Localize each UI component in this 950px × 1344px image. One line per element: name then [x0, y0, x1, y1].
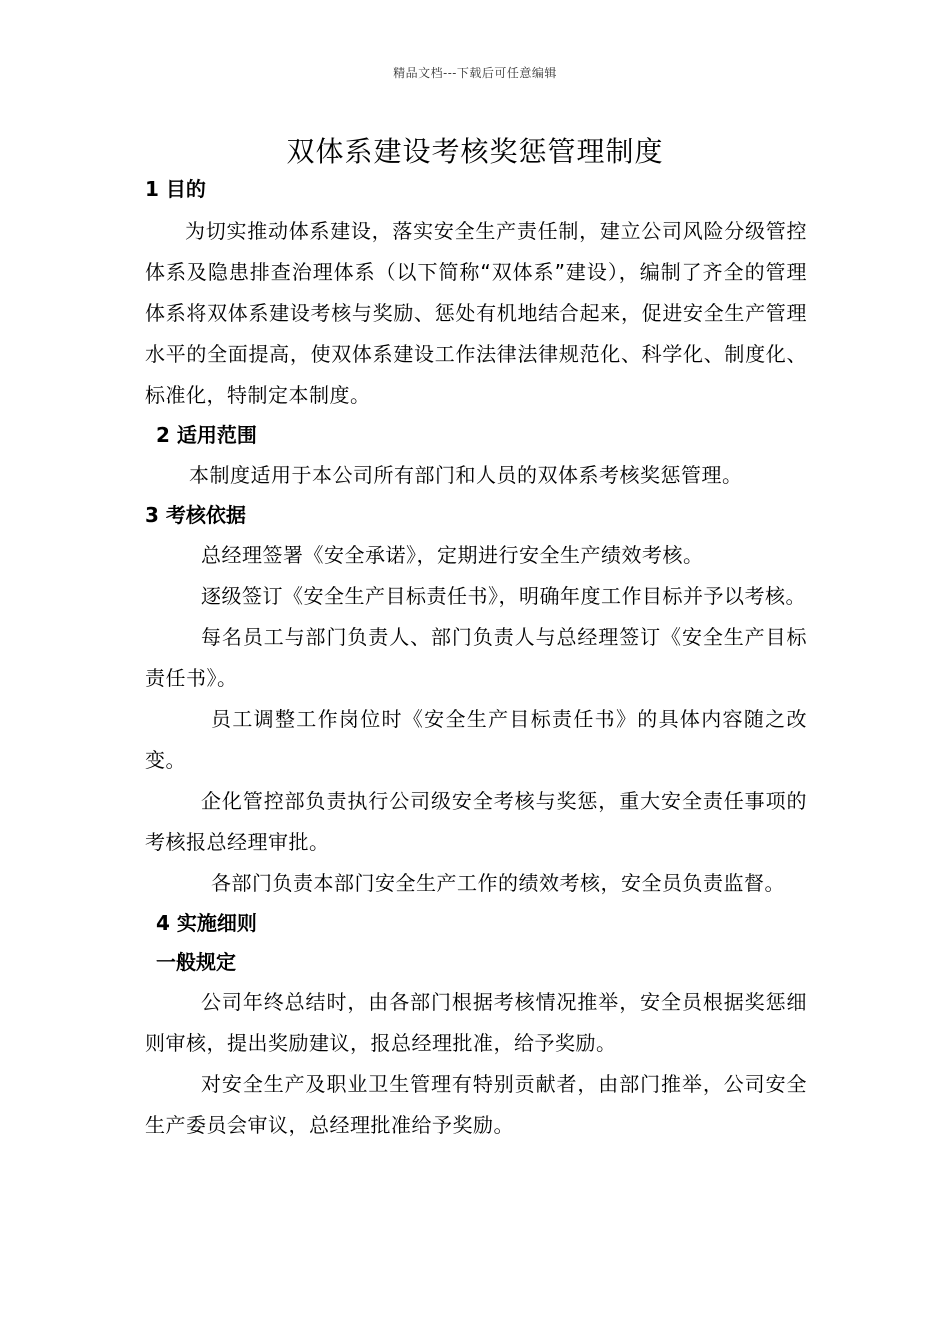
section-3-heading: 3 考核依据 — [145, 503, 246, 527]
section-3-paragraph-3: 每名员工与部门负责人、部门负责人与总经理签订《安全生产目标责任书》。 — [145, 625, 807, 690]
document-title: 双体系建设考核奖惩管理制度 — [286, 135, 664, 168]
section-2-paragraph: 本制度适用于本公司所有部门和人员的双体系考核奖惩管理。 — [189, 463, 743, 487]
section-1-paragraph: 为切实推动体系建设，落实安全生产责任制，建立公司风险分级管控体系及隐患排查治理体系（以下简称“双体系”建设），编制了齐全的管理体系将双体系建设考核与奖励、惩处有机地结合起来，促进安全生产管理水平的全面提高，使双体系建设工作法律法律规范化、科学化、制度化、标准化，特制定本制度。 — [145, 219, 807, 407]
section-1-heading: 1 目的 — [145, 177, 206, 201]
section-3-paragraph-6: 各部门负责本部门安全生产工作的绩效考核，安全员负责监督。 — [211, 871, 785, 895]
section-3-paragraph-1: 总经理签署《安全承诺》，定期进行安全生产绩效考核。 — [201, 543, 704, 567]
section-3-paragraph-4: 员工调整工作岗位时《安全生产目标责任书》的具体内容随之改变。 — [145, 707, 807, 772]
section-4-paragraph-2: 对安全生产及职业卫生管理有特别贡献者，由部门推举，公司安全生产委员会审议，总经理批准给予奖励。 — [145, 1072, 807, 1137]
section-4-paragraph-1: 公司年终总结时，由各部门根据考核情况推举，安全员根据奖惩细则审核，提出奖励建议，报总经理批准，给予奖励。 — [145, 990, 807, 1055]
header-watermark: 精品文档---下载后可任意编辑 — [393, 66, 557, 80]
document-body — [145, 170, 807, 1146]
section-2-heading: 2 适用范围 — [156, 423, 257, 447]
section-4-subheading: 一般规定 — [156, 950, 236, 974]
section-3-paragraph-2: 逐级签订《安全生产目标责任书》，明确年度工作目标并予以考核。 — [201, 584, 806, 608]
section-3-paragraph-5: 企化管控部负责执行公司级安全考核与奖惩，重大安全责任事项的考核报总经理审批。 — [145, 789, 807, 854]
section-4-heading: 4 实施细则 — [156, 911, 257, 935]
